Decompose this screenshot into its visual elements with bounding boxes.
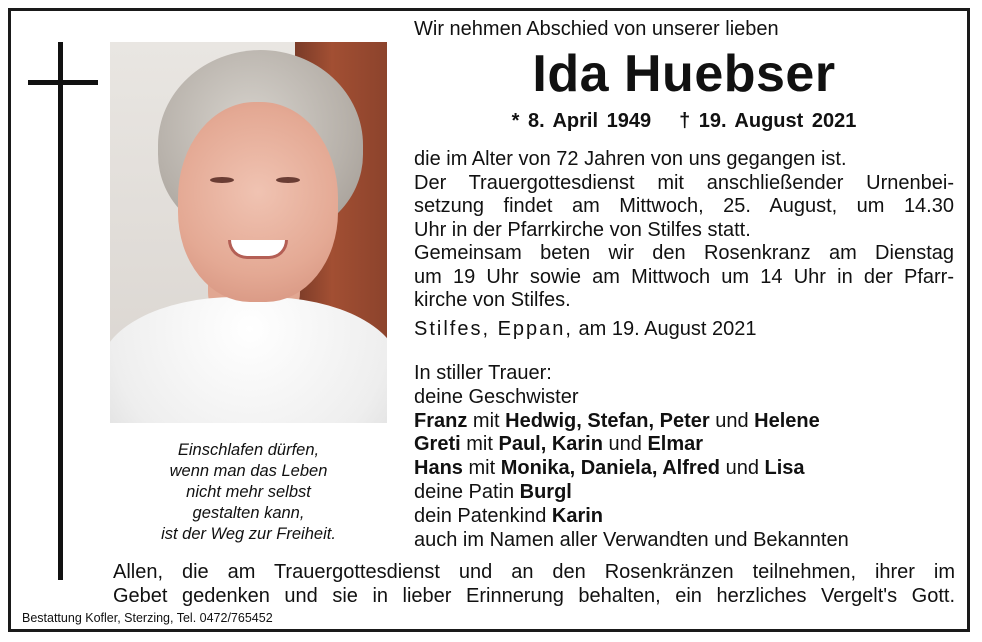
closing-line: Gebet gedenken und sie in lieber Erinnerung behalten, ein herzliches Vergelt's Gott. [113,585,955,607]
mourners-list [414,362,954,552]
mourner-line: Hans mit Monika, Daniela, Alfred und Lisa [414,457,805,480]
closing-line: Allen, die am Trauergottesdienst und an den Rosenkränzen teilnehmen, ihrer im [113,561,955,583]
birth-date: * 8. April 1949 [511,110,652,132]
deceased-name: Ida Huebser [532,45,836,103]
mourners-heading: In stiller Trauer: [414,362,552,384]
announcement-text [414,148,954,313]
quote-line: gestalten kann, [192,504,305,522]
text-line: Der Trauergottesdienst mit anschließender Urnenbei- [414,171,954,194]
mourner-line: Franz mit Hedwig, Stefan, Peter und Helene [414,409,820,432]
funeral-home-footer: Bestattung Kofler, Sterzing, Tel. 0472/765452 [22,611,273,625]
text-line: Uhr in der Pfarrkirche von Stilfes statt. [414,218,751,241]
place-date [414,318,756,341]
mourner-line: dein Patenkind Karin [414,504,604,527]
text-line: kirche von Stilfes. [414,289,571,311]
quote [110,440,387,545]
text-line: setzung findet am Mittwoch, 25. August, um 14.30 [414,195,954,217]
mourner-line: Greti mit Paul, Karin und Elmar [414,433,704,456]
notice-date: am 19. August 2021 [578,318,757,340]
cross-icon-bar [28,80,98,85]
quote-line: nicht mehr selbst [186,483,311,501]
mourner-line: auch im Namen aller Verwandten und Bekannten [414,528,849,551]
text-line: die im Alter von 72 Jahren von uns gegangen ist. [414,148,847,170]
cross-icon [58,42,63,580]
place-names: Stilfes, Eppan, [414,318,573,340]
portrait-photo [110,42,387,423]
text-line: Gemeinsam beten wir den Rosenkranz am Dienstag [414,242,954,264]
quote-line: ist der Weg zur Freiheit. [161,525,336,543]
quote-line: Einschlafen dürfen, [177,441,320,459]
quote-line: wenn man das Leben [169,462,328,480]
intro-text: Wir nehmen Abschied von unserer lieben [414,18,779,40]
death-date: † 19. August 2021 [679,110,857,132]
mourner-line: deine Patin Burgl [414,480,572,503]
mourners-siblings: deine Geschwister [414,385,579,408]
closing-text [113,560,955,608]
life-dates [414,110,954,133]
text-line: um 19 Uhr sowie am Mittwoch um 14 Uhr in der Pfarr- [414,265,954,288]
